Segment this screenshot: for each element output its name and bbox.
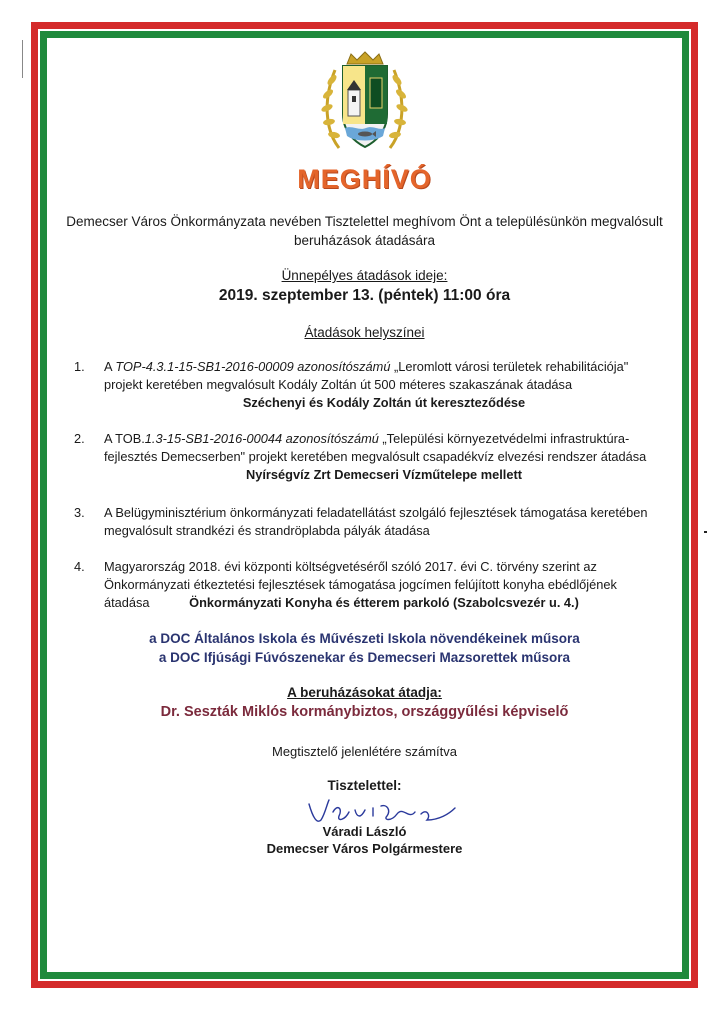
scan-artifact: [704, 531, 707, 533]
handover-label: A beruházásokat átadja:: [287, 685, 442, 700]
item-text: A Belügyminisztérium önkormányzati feladatellátást szolgáló fejlesztések támogatása keretében megvalósult strandkézi és strandröplabda pályák átadása: [104, 505, 648, 538]
project-code: TOP-4.3.1-15-SB1-2016-00009 azonosítószámú: [115, 359, 391, 374]
closing-text: Megtisztelő jelenlétére számítva: [272, 744, 457, 759]
program-line: a DOC Általános Iskola és Művészeti Iskola növendékeinek műsora: [149, 631, 580, 646]
item-number: 1.: [74, 359, 85, 374]
venues-label: Átadások helyszínei: [304, 325, 425, 340]
item-number: 4.: [74, 559, 85, 574]
item-location: Nyírségvíz Zrt Demecseri Vízműtelepe mellett: [246, 467, 522, 482]
intro-text: Demecser Város Önkormányzata nevében Tisztelettel meghívom Önt a településünkön megvalósult beruházások átadására: [66, 214, 663, 248]
item-number: 2.: [74, 431, 85, 446]
regards-text: Tisztelettel:: [327, 778, 402, 793]
scan-artifact: [22, 40, 23, 78]
item-text: A TOB.1.3-15-SB1-2016-00044 azonosítószámú „Települési környezetvédelmi infrastruktúra-fejlesztés Demecserben" projekt keretében megvalósult csapadékvíz elvezési rendszer átadása: [104, 431, 647, 464]
item-location: Széchenyi és Kodály Zoltán út kereszteződése: [242, 395, 526, 410]
item-number: 3.: [74, 505, 85, 520]
item-location: Önkormányzati Konyha és étterem parkoló (Szabolcsvezér u. 4.): [189, 595, 579, 610]
coat-of-arms-icon: [317, 50, 412, 155]
handover-name: Dr. Seszták Miklós kormánybiztos, országgyűlési képviselő: [160, 704, 569, 720]
ceremony-time-label: Ünnepélyes átadások ideje:: [281, 268, 448, 283]
item-text: Magyarország 2018. évi központi költségvetéséről szóló 2017. évi C. törvény szerint az Önkormányzati étkeztetési fejlesztések támogatása jogcímen felújított konyha ebédlőjének átadása: [104, 559, 617, 610]
item-text: A TOP-4.3.1-15-SB1-2016-00009 azonosítószámú „Leromlott városi területek rehabilitációja" projekt keretében megvalósult Kodály Zoltán út 500 méteres szakaszának átadása: [104, 359, 629, 392]
ceremony-time: 2019. szeptember 13. (péntek) 11:00 óra: [218, 287, 511, 304]
signer-name: Váradi László: [322, 824, 407, 839]
program-line: a DOC Ifjúsági Fúvószenekar és Demecseri Mazsorettek műsora: [158, 650, 571, 665]
project-code: 1.3-15-SB1-2016-00044 azonosítószámú: [144, 431, 379, 446]
invitation-title: MEGHÍVÓ: [297, 164, 432, 194]
invitation-content: [54, 44, 675, 964]
signer-title: Demecser Város Polgármestere: [266, 841, 463, 856]
